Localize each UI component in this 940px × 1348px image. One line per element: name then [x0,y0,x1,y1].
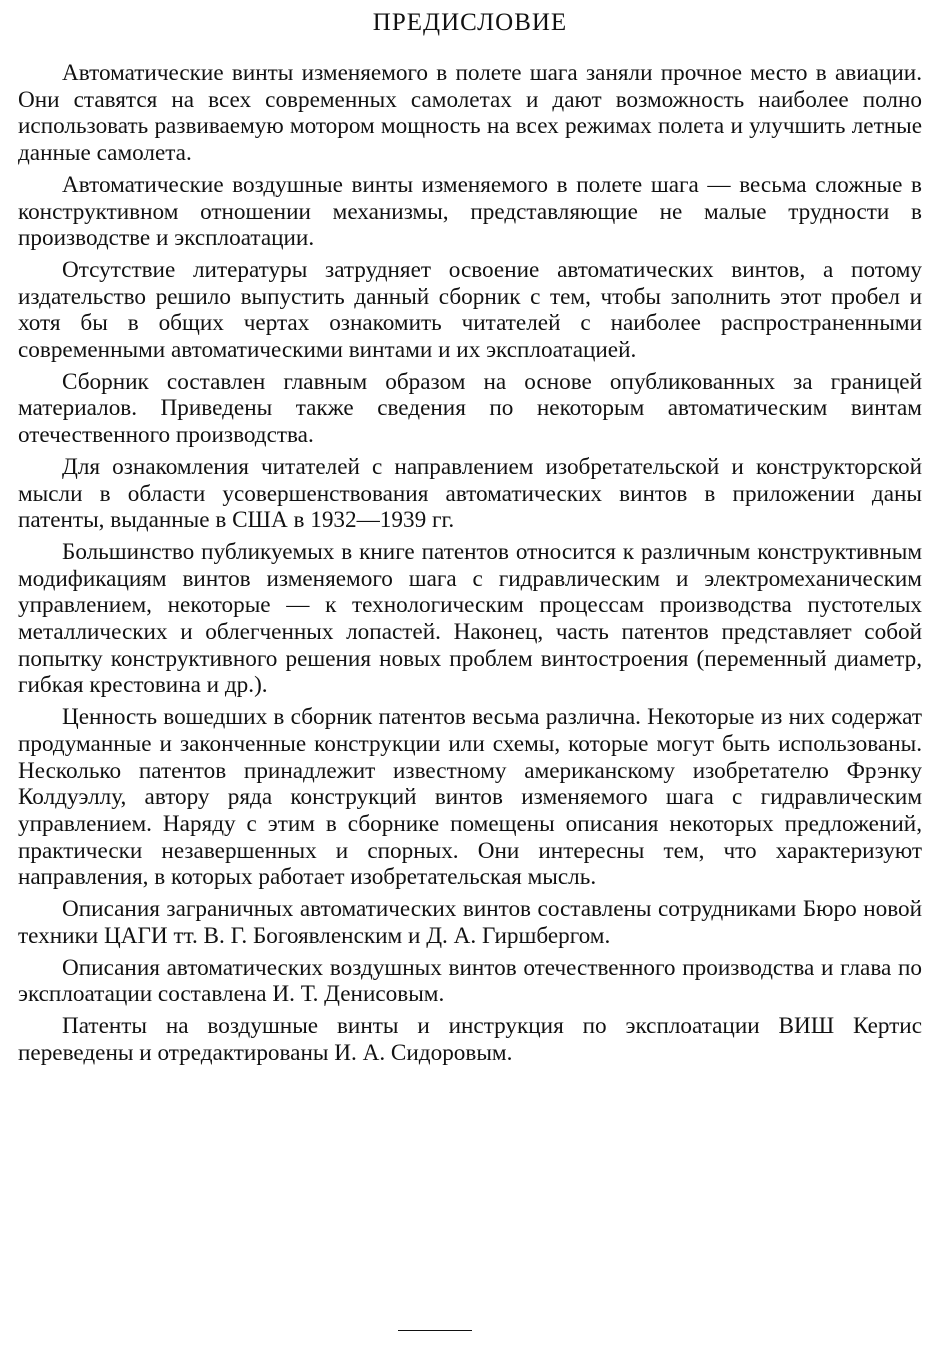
paragraph-8: Описания заграничных автоматических винтов составлены сотрудниками Бюро новой техники ЦАГИ тт. В. Г. Богоявленским и Д. А. Гиршбергом. [18,896,922,949]
paragraph-5: Для ознакомления читателей с направлением изобретательской и конструкторской мысли в области усовершенствования автоматических винтов в приложении даны патенты, выданные в США в 1932—1939 гг. [18,453,922,534]
paragraph-4: Сборник составлен главным образом на основе опубликованных за границей материалов. Приведены также сведения по некоторым автоматическим винтам отечественного производства. [18,368,922,449]
paragraph-7: Ценность вошедших в сборник патентов весьма различна. Некоторые из них содержат продуманные и законченные конструкции или схемы, которые могут быть использованы. Несколько патентов принадлежит известному американскому изобретателю Фрэнку Колдуэллу, автору ряда конструкций винтов изменяемого шага с гидравлическим управлением. Наряду с этим в сборнике помещены описания некоторых предложений, практически незавершенных и спорных. Они интересны тем, что характеризуют направления, в которых работает изобретательская мысль. [18,704,922,891]
paragraph-10: Патенты на воздушные винты и инструкция по эксплоатации ВИШ Кертис переведены и отредактированы И. А. Сидоровым. [18,1012,922,1066]
paragraph-1: Автоматические винты изменяемого в полете шага заняли прочное место в авиации. Они ставятся на всех современных самолетах и дают возможность наиболее полно использовать развиваемую мотором мощность на всех режимах полета и улучшить летные данные самолета. [18,60,922,167]
paragraph-2: Автоматические воздушные винты изменяемого в полете шага — весьма сложные в конструктивном отношении механизмы, представляющие не малые трудности в производстве и эксплоатации. [18,171,922,252]
paragraph-3: Отсутствие литературы затрудняет освоение автоматических винтов, а потому издательство решило выпустить данный сборник с тем, чтобы заполнить этот пробел и хотя бы в общих чертах ознакомить читателей с наиболее распространенными современными автоматическими винтами и их эксплоатацией. [18,256,922,364]
end-divider [398,1330,472,1331]
page-title: ПРЕДИСЛОВИЕ [372,9,568,36]
document-page [18,8,922,1071]
paragraph-9: Описания автоматических воздушных винтов отечественного производства и глава по эксплоатации составлена И. Т. Денисовым. [18,954,922,1008]
paragraph-6: Большинство публикуемых в книге патентов относится к различным конструктивным модификациям винтов изменяемого шага с гидравлическим и электромеханическим управлением, некоторые — к технологическим процессам производства пустотелых металлических и облегченных лопастей. Наконец, часть патентов представляет собой попытку конструктивного решения новых проблем винтостроения (переменный диаметр, гибкая крестовина и др.). [18,538,922,699]
